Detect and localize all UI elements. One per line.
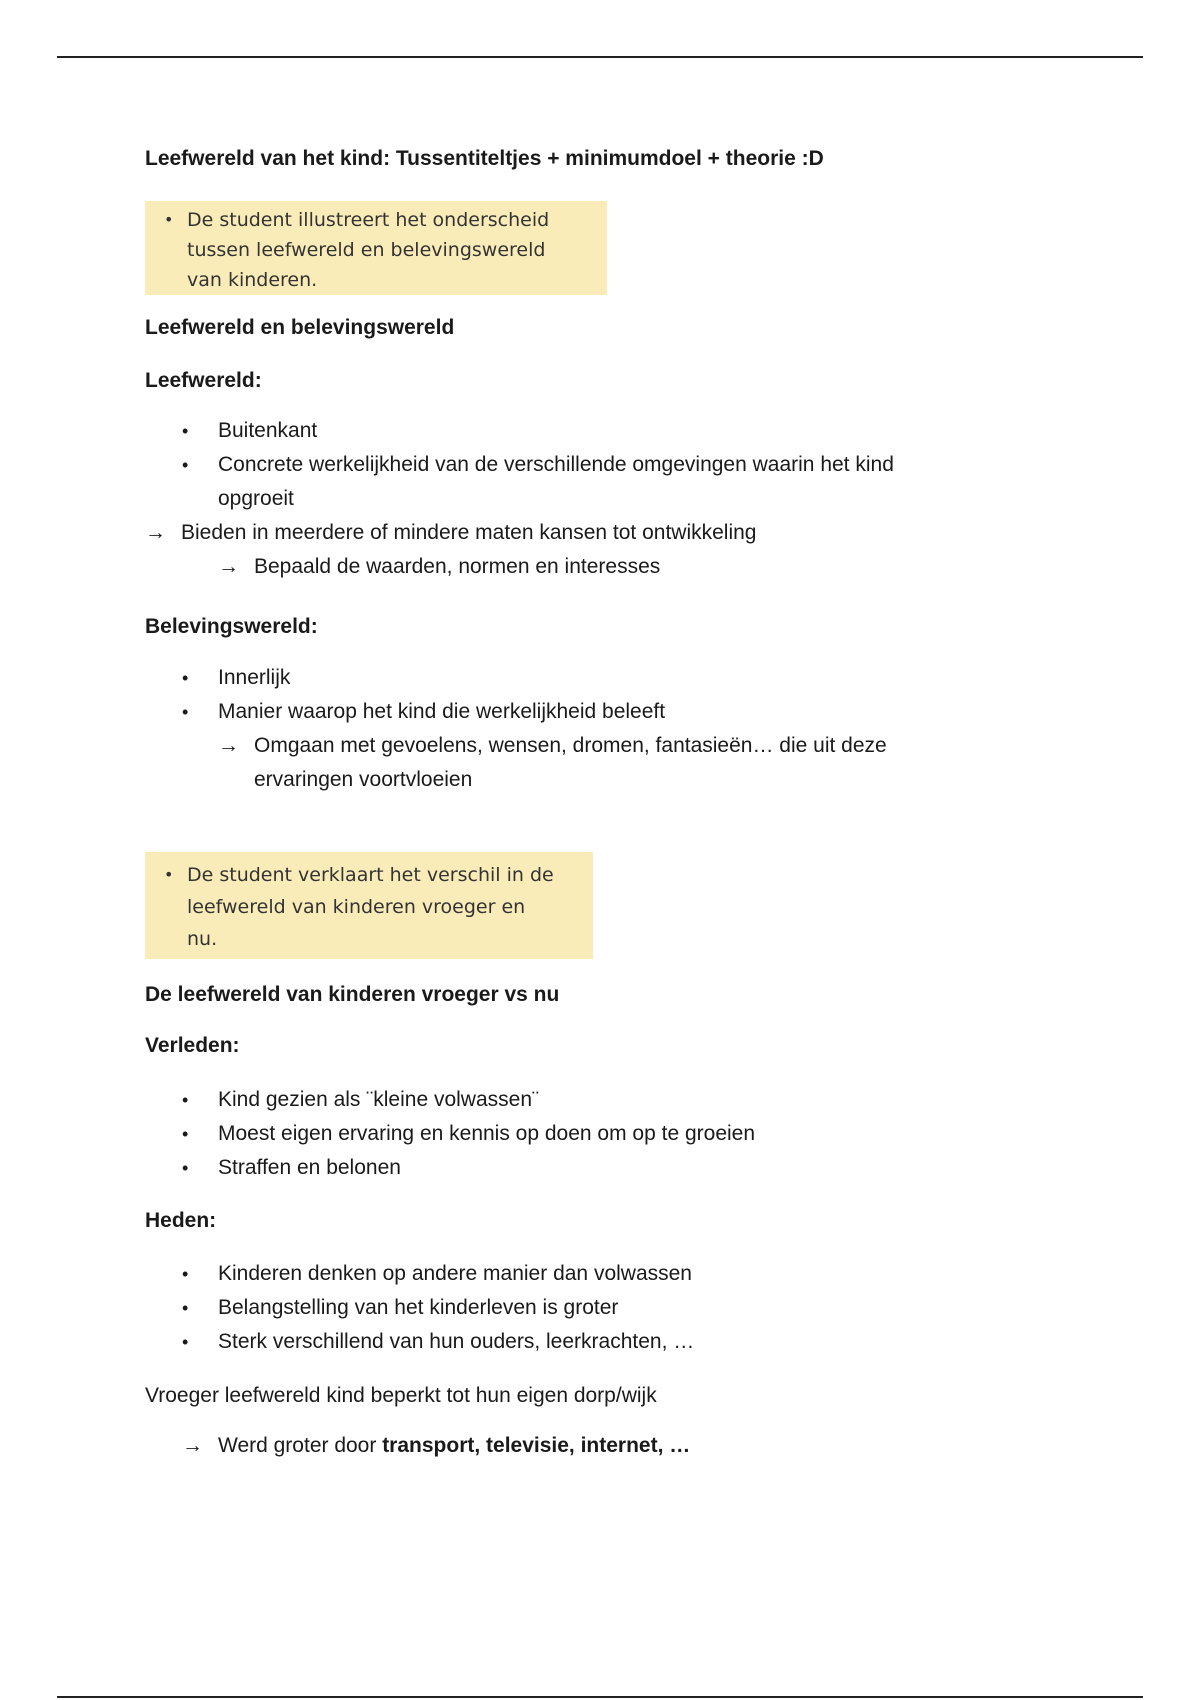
list-item: • Kinderen denken op andere manier dan volwassen: [145, 1257, 1045, 1291]
goal-line: nu.: [187, 928, 218, 950]
bullet-icon: •: [182, 1090, 189, 1110]
list-item: • Manier waarop het kind die werkelijkheid beleeft: [145, 695, 1045, 729]
bullet-icon: •: [182, 1264, 189, 1284]
list-item-continuation: opgroeit: [218, 487, 294, 510]
list-item: • Innerlijk: [145, 661, 1045, 695]
goal-line: van kinderen.: [187, 269, 318, 291]
goal-box-2: [145, 852, 593, 959]
bullet-icon: •: [164, 865, 174, 884]
arrow-item: [145, 1434, 690, 1458]
belevingswereld-list: [145, 661, 1045, 797]
verleden-list: [145, 1083, 1045, 1185]
arrow-icon: →: [145, 521, 166, 544]
arrow-item-continuation: ervaringen voortvloeien: [254, 768, 473, 791]
bullet-icon: •: [182, 1298, 189, 1318]
list-item: • Buitenkant: [145, 414, 1045, 448]
paragraph: Vroeger leefwereld kind beperkt tot hun eigen dorp/wijk: [145, 1384, 657, 1407]
list-item: • Moest eigen ervaring en kennis op doen om op te groeien: [145, 1117, 1045, 1151]
top-rule: [57, 56, 1143, 58]
heden-list: [145, 1257, 1045, 1359]
arrow-icon: →: [218, 734, 239, 757]
bottom-rule: [57, 1696, 1143, 1698]
list-item: • Straffen en belonen: [145, 1151, 1045, 1185]
arrow-text: Werd groter door: [218, 1434, 383, 1457]
arrow-text-bold: transport, televisie, internet, …: [382, 1434, 691, 1457]
bullet-icon: •: [182, 1124, 189, 1144]
list-item: • Concrete werkelijkheid van de verschillende omgevingen waarin het kind: [145, 448, 1045, 482]
label-leefwereld: Leefwereld:: [145, 369, 262, 392]
goal-line: De student verklaart het verschil in de: [187, 864, 554, 886]
bullet-icon: •: [182, 702, 189, 722]
leefwereld-list: [145, 414, 1045, 584]
goal-line: leefwereld van kinderen vroeger en: [187, 896, 526, 918]
arrow-icon: →: [218, 555, 239, 578]
bullet-icon: •: [182, 1332, 189, 1352]
arrow-item: → Bieden in meerdere of mindere maten kansen tot ontwikkeling: [72, 516, 1045, 550]
bullet-icon: •: [164, 210, 174, 229]
bullet-icon: •: [182, 668, 189, 688]
list-item: • Sterk verschillend van hun ouders, leerkrachten, …: [145, 1325, 1045, 1359]
label-belevingswereld: Belevingswereld:: [145, 615, 318, 638]
page-title: Leefwereld van het kind: Tussentiteltjes + minimumdoel + theorie :D: [145, 147, 824, 170]
goal-box-1: [145, 201, 607, 295]
bullet-icon: •: [182, 1158, 189, 1178]
arrow-icon: →: [182, 1434, 203, 1457]
goal-line: De student illustreert het onderscheid: [187, 209, 550, 231]
section-heading-1: Leefwereld en belevingswereld: [145, 316, 455, 339]
section-heading-2: De leefwereld van kinderen vroeger vs nu: [145, 983, 560, 1006]
bullet-icon: •: [182, 421, 189, 441]
arrow-item: → Bepaald de waarden, normen en interesses: [145, 550, 1045, 584]
label-verleden: Verleden:: [145, 1034, 240, 1057]
list-item: • Kind gezien als ¨kleine volwassen¨: [145, 1083, 1045, 1117]
goal-line: tussen leefwereld en belevingswereld: [187, 239, 546, 261]
bullet-icon: •: [182, 455, 189, 475]
arrow-item: → Omgaan met gevoelens, wensen, dromen, fantasieën… die uit deze: [145, 729, 1045, 763]
list-item: • Belangstelling van het kinderleven is groter: [145, 1291, 1045, 1325]
label-heden: Heden:: [145, 1209, 217, 1232]
